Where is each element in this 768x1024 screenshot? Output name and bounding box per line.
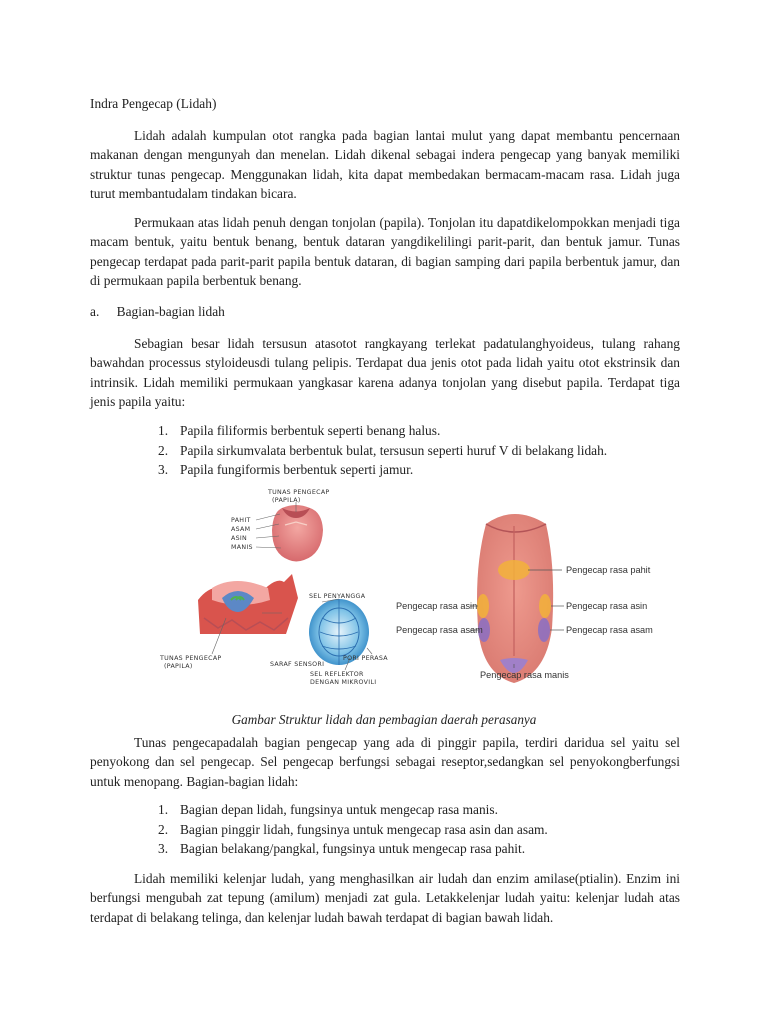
list-item: 3. Bagian belakang/pangkal, fungsinya untuk mengecap rasa pahit. (158, 841, 526, 857)
label-sel-reflektor-2: DENGAN MIKROVILI (310, 679, 377, 686)
paragraph-4: Tunas pengecapadalah bagian pengecap yang ada di pinggir papila, terdiri daridua sel yaitu sel penyokong dan sel pengecap. Sel pengecap berfungsi sebagai reseptor,sedangkan sel penyokongberfungsi untuk menopang. Bagian-bagian lidah: (90, 735, 680, 789)
label-asin: ASIN (231, 535, 248, 542)
tongue-taste-map-illustration (470, 514, 564, 683)
section-marker: a. (90, 304, 100, 319)
tongue-figure (0, 478, 768, 693)
paragraph-2: Permukaan atas lidah penuh dengan tonjolan (papila). Tonjolan itu dapatdikelompokkan menjadi tiga macam bentuk, yaitu bentuk benang, bentuk dataran yangdikelilingi parit-parit, dan bentuk jamur. Tunas pengecap terdapat pada parit-parit papila bentuk dataran, di bagian samping dari papila berbentuk jamur, dan di permukaan papila berbentuk benang. (90, 215, 680, 289)
papilla-cross-section-illustration (198, 574, 298, 634)
label-tunas-top-1: TUNAS PENGECAP (268, 489, 330, 496)
label-saraf-sensori: SARAF SENSORI (270, 661, 325, 668)
label-tunas-bottom-2: (PAPILA) (164, 663, 193, 670)
document-title: Indra Pengecap (Lidah) (90, 96, 217, 111)
label-rasa-manis: Pengecap rasa manis (480, 670, 569, 680)
list-item: 2. Bagian pinggir lidah, fungsinya untuk mengecap rasa asin dan asam. (158, 821, 548, 837)
small-tongue-illustration (256, 502, 323, 562)
label-tunas-bottom-1: TUNAS PENGECAP (160, 655, 222, 662)
label-rasa-asin-right: Pengecap rasa asin (566, 601, 648, 611)
label-tunas-top-2: (PAPILA) (272, 497, 301, 504)
label-rasa-asin-left: Pengecap rasa asin (396, 601, 478, 611)
label-pori-perasa: PORI PERASA (343, 655, 388, 662)
figure-caption: Gambar Struktur lidah dan pembagian daerah perasanya (231, 712, 537, 728)
label-pahit: PAHIT (231, 517, 251, 524)
tongue-parts-list (158, 800, 548, 859)
paragraph-1: Lidah adalah kumpulan otot rangka pada bagian lantai mulut yang dapat membantu pencernaan makanan dengan mengunyah dan menelan. Lidah dikenal sebagai indera pengecap yang banyak memiliki struktur tunas pengecap. Menggunakan lidah, kita dapat membedakan bermacam-macam rasa. Lidah juga turut membantudalam tindakan bicara. (90, 128, 680, 202)
label-sel-penyangga: SEL PENYANGGA (309, 593, 366, 600)
label-rasa-asam-right: Pengecap rasa asam (566, 625, 653, 635)
label-asam: ASAM (231, 526, 251, 533)
label-rasa-pahit: Pengecap rasa pahit (566, 565, 651, 575)
label-manis: MANIS (231, 544, 253, 551)
section-title: Bagian-bagian lidah (116, 304, 225, 319)
papila-list (158, 421, 607, 480)
list-item: 1. Bagian depan lidah, fungsinya untuk mengecap rasa manis. (158, 802, 498, 817)
section-heading (90, 302, 225, 321)
label-sel-reflektor-1: SEL REFLEKTOR (310, 671, 364, 678)
paragraph-5: Lidah memiliki kelenjar ludah, yang menghasilkan air ludah dan enzim amilase(ptialin). Enzim ini berfungsi mengubah zat tepung (amilum) menjadi zat gula. Letakkelenjar ludah yaitu: kelenjar ludah atas terdapat di belakang telinga, dan kelenjar ludah bawah terdapat di bagian bawah lidah. (90, 871, 680, 925)
list-item: 2. Papila sirkumvalata berbentuk bulat, tersusun seperti huruf V di belakang lidah. (158, 442, 608, 458)
paragraph-3: Sebagian besar lidah tersusun atasotot rangkayang terlekat padatulanghyoideus, tulang rahang bawahdan processus styloideusdi tulang pelipis. Terdapat dua jenis otot pada lidah yaitu otot ekstrinsik dan intrinsik. Lidah memiliki permukaan yangkasar karena adanya tonjolan yang disebut papila. Terdapat tiga jenis papila yaitu: (90, 336, 680, 410)
list-item: 3. Papila fungiformis berbentuk seperti jamur. (158, 462, 414, 478)
label-rasa-asam-left: Pengecap rasa asam (396, 625, 483, 635)
list-item: 1. Papila filiformis berbentuk seperti benang halus. (158, 423, 441, 438)
